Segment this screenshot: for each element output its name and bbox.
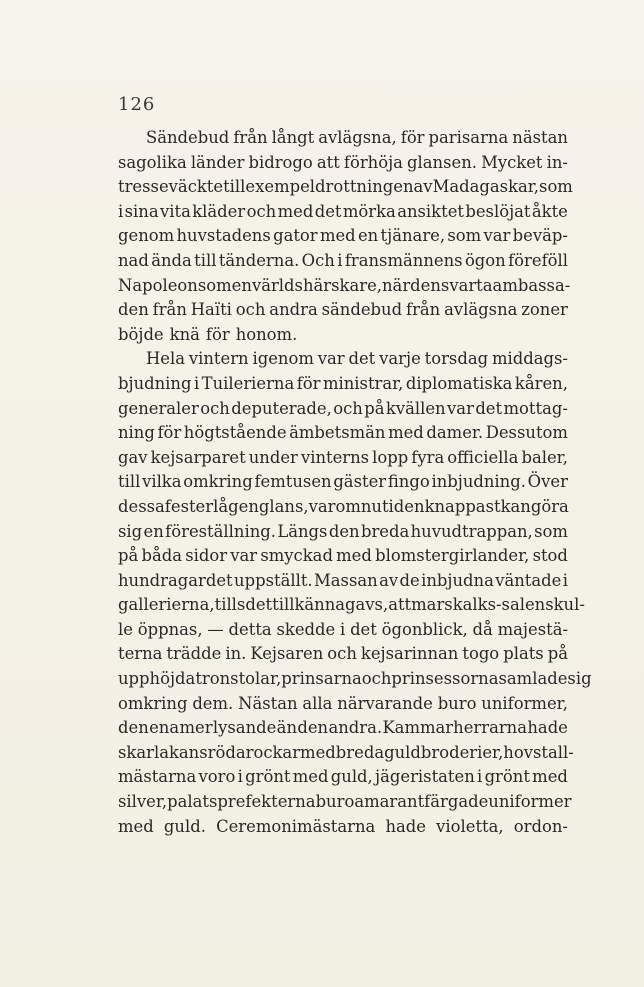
word: bjudning [118,373,192,393]
word: i [118,201,124,221]
word: uppställt. [234,570,313,590]
word: än [276,718,298,738]
word: dem. [192,693,234,713]
text-line [118,667,592,692]
word: upphöjda [118,669,196,689]
word: gav [118,447,148,467]
word: middags- [491,349,568,369]
word: sig [567,669,592,689]
word: ögon [464,250,506,270]
word: andra. [328,718,383,738]
word: hundragardet [118,570,233,590]
word: stod [532,546,568,566]
word: ena [149,718,180,738]
word: då [472,619,493,639]
text-line [118,741,574,766]
word: grönt [484,767,530,787]
word: och [200,398,230,418]
text-line [118,692,568,717]
word: in- [546,152,568,172]
word: Tuilerierna [201,373,295,393]
word: in. [225,644,247,664]
word: och [327,644,357,664]
text-line [118,446,568,471]
word: i [193,373,200,393]
word: och [361,669,392,689]
word: guld. [163,816,206,836]
word: som [534,521,568,541]
word: i [237,767,243,787]
word: gäster [333,472,387,492]
word: långt [271,128,315,147]
word: terna [118,644,163,664]
word: och [235,300,266,320]
word: Napoleon [118,275,198,295]
word: förhöja [343,152,403,172]
word: Kammarherrarna [382,718,528,738]
word: sändebud [321,300,403,320]
word: Och [301,250,335,270]
word: Madagaskar, [432,177,540,197]
word: när [381,275,411,295]
word: på [118,546,139,566]
text-line [118,495,568,520]
word: varje [379,349,421,369]
word: tronstolar, [195,669,282,689]
word: för [400,128,425,147]
word: väntade [495,570,562,590]
word: hade [385,816,426,836]
word: med [336,546,372,566]
text-line [118,200,568,225]
word: torsdag [424,349,489,369]
text-line [118,323,568,348]
word: femtusen [254,472,332,492]
word: marskalks-salen [411,595,546,615]
text-line [118,151,568,176]
text-line [118,175,573,200]
word: glans, [258,496,309,516]
word: i [562,570,568,590]
text-line [118,544,568,569]
word: hovstall- [503,742,574,762]
word: gator [273,226,318,246]
word: den [297,718,329,738]
word: avlägsna, [318,128,397,147]
word: och [333,398,363,418]
word: böjde [118,324,164,344]
word: fyra [411,447,445,467]
word: prinsessorna [391,669,499,689]
word: sina [124,201,159,221]
word: Ceremonimästarna [216,816,376,836]
word: exempel [245,177,316,197]
word: Sändebud [146,128,230,147]
word: skul- [545,595,585,615]
word: tresse [118,177,169,197]
word: sidor [185,546,228,566]
word: genom [118,226,175,246]
word: i [340,619,346,639]
word: — [207,619,224,639]
word: hade [527,718,568,738]
word: plats [503,644,544,664]
word: Nästan [238,693,298,713]
word: grönt [245,767,291,787]
word: föreställning. [165,521,276,541]
word: med [300,742,336,762]
word: tjänare, [380,226,446,246]
word: trädde [166,644,222,664]
word: en [357,226,379,246]
word: nutiden [360,496,425,516]
word: knä [169,324,200,344]
word: majestä- [497,619,568,639]
text-line [118,470,568,495]
word: huvstadens [176,226,271,246]
text-line [118,716,568,741]
word: breda [360,521,410,541]
word: palatsprefekterna [167,792,316,812]
word: fester [164,496,214,516]
word: prinsarna [281,669,362,689]
word: Dessutom [485,423,568,443]
word: buro [315,792,355,812]
word: ministrar, [322,373,404,393]
word: vinterns [300,447,370,467]
word: mästarna [118,767,197,787]
word: breda [335,742,385,762]
word: parisarna [428,128,509,147]
word: mer [179,718,213,738]
word: Hela [146,349,186,369]
word: med [292,767,329,787]
word: kvällen [385,398,446,418]
word: det [350,619,377,639]
word: omkring [183,472,253,492]
word: under [248,447,298,467]
word: vintern [188,349,249,369]
word: Haïti [190,300,232,320]
word: andra [269,300,318,320]
word: till [223,177,246,197]
word: fransmännens [344,250,463,270]
word: igenom [252,349,314,369]
word: silver, [118,792,168,812]
word: avlägsna [444,300,518,320]
word: ända [151,250,192,270]
word: kejsarinnan [360,644,459,664]
text-line [118,372,568,397]
word: dessa [118,496,165,516]
word: Mycket [481,152,543,172]
word: Massan [314,570,378,590]
word: världshärskare, [251,275,382,295]
text-line [118,642,568,667]
word: en [238,496,259,516]
word: var [317,349,345,369]
word: att [316,152,340,172]
word: mörka [342,201,396,221]
word: det [314,201,342,221]
word: rockar [245,742,301,762]
word: knappast [424,496,501,516]
word: som [197,275,232,295]
word: på [547,644,568,664]
word: kläder [192,201,246,221]
word: bidrogo [248,152,313,172]
word: voro [198,767,236,787]
word: glansen. [407,152,477,172]
word: med [118,816,154,836]
word: närvarande [337,693,433,713]
word: att [388,595,412,615]
text-line [118,593,585,618]
text-line [118,765,568,790]
word: tills [214,595,246,615]
word: varom [308,496,361,516]
word: från [233,128,268,147]
word: buro [437,693,477,713]
word: med [388,423,424,443]
word: skedde [276,619,336,639]
word: för [157,423,182,443]
word: från [152,300,187,320]
word: göra [530,496,569,516]
text-line [118,274,571,299]
text-line [118,224,568,249]
word: officiella [447,447,519,467]
word: drottningen [315,177,414,197]
word: från [406,300,441,320]
word: diplomatiska [405,373,513,393]
word: av [379,570,399,590]
word: högtstående [183,423,287,443]
word: deputerade, [231,398,332,418]
word: jägeristaten [375,767,475,787]
word: var [230,546,258,566]
word: ning [118,423,155,443]
word: låg [213,496,239,516]
text-line [118,790,572,815]
text-line [118,815,568,840]
word: det [348,349,376,369]
word: i [477,767,483,787]
word: alla [302,693,333,713]
word: zoner [521,300,568,320]
word: fingo [387,472,430,492]
word: blomstergirlander, [375,546,530,566]
word: väckte [168,177,224,197]
word: tänderna. [218,250,300,270]
word: violetta, [436,816,504,836]
text-line [118,421,568,446]
word: skarlakansröda [118,742,246,762]
word: nad [118,250,149,270]
page-number: 126 [118,94,156,115]
word: till [194,250,217,270]
word: beväp- [512,226,568,246]
word: gallerierna, [118,595,215,615]
word: länder [190,152,245,172]
word: kan [500,496,531,516]
word: Kejsaren [250,644,324,664]
word: inbjudna [421,570,494,590]
word: öppnas, [137,619,203,639]
word: de [399,570,420,590]
text-line [118,520,568,545]
word: damer. [426,423,484,443]
word: föreföll [508,250,568,270]
word: vilka [142,472,182,492]
word: för [205,324,230,344]
word: guld, [330,767,373,787]
word: svarta [440,275,493,295]
word: var [447,398,474,418]
word: smyckad [260,546,333,566]
word: som [539,177,573,197]
word: en [231,275,252,295]
word: av [413,177,433,197]
word: med [277,201,314,221]
word: till [118,472,141,492]
word: för [296,373,321,393]
word: lysande [212,718,277,738]
word: uniformer, [481,693,568,713]
word: i [337,250,343,270]
word: sagolika [118,152,187,172]
word: beslöjat [465,201,531,221]
word: den [410,275,441,295]
text-line [118,569,568,594]
word: mottag- [503,398,568,418]
word: ögonblick, [381,619,468,639]
word: var [483,226,511,246]
text-line [118,397,568,422]
text-line [118,347,568,372]
word: vita [159,201,191,221]
word: på [364,398,385,418]
word: uniformer [488,792,572,812]
word: kejsarparet [150,447,246,467]
word: baler, [521,447,568,467]
text-line [118,249,568,274]
word: båda [141,546,182,566]
word: med [532,767,568,787]
word: och [246,201,277,221]
word: togo [462,644,500,664]
word: amarantfärgade [354,792,489,812]
word: honom. [235,324,298,344]
word: ordon- [513,816,568,836]
text-line [118,126,568,151]
word: ämbetsmän [289,423,386,443]
word: den [118,300,149,320]
word: Längs [277,521,328,541]
word: det [245,595,273,615]
word: sig [118,521,143,541]
word: nästan [512,128,568,147]
word: detta [228,619,272,639]
body-text [118,126,592,839]
word: generaler [118,398,199,418]
word: guldbroderier, [384,742,504,762]
word: en [143,521,164,541]
word: det [475,398,503,418]
text-line [118,618,568,643]
word: omkring [118,693,188,713]
word: ambassa- [492,275,571,295]
word: samlade [498,669,568,689]
word: Över [527,472,568,492]
word: den [118,718,149,738]
word: den [328,521,360,541]
text-line [118,298,568,323]
word: huvudtrappan, [410,521,533,541]
word: kåren, [514,373,568,393]
word: tillkännagavs, [272,595,389,615]
word: le [118,619,133,639]
word: som [447,226,482,246]
word: lopp [372,447,409,467]
word: ansiktet [397,201,464,221]
word: åkte [531,201,568,221]
word: inbjudning. [431,472,526,492]
word: med [319,226,356,246]
